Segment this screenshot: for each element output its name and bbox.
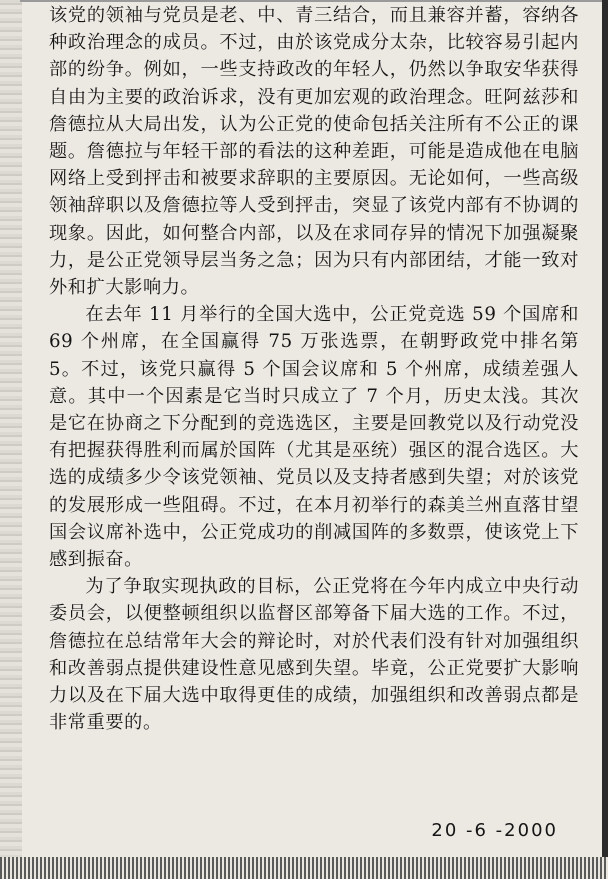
- bottom-rule: [0, 857, 608, 879]
- paragraph-2: 在去年 11 月举行的全国大选中，公正党竞选 59 个国席和 69 个州席，在全国赢得 75 万张选票，在朝野政党中排名第 5。不过，该党只赢得 5 个国会议席和 5 个州席，成绩差强人意。其中一个因素是它当时只成立了 7 个月，历史太浅。其次是它在协商之下分配到的竞选选区，主要是回教党以及行动党没有把握获得胜利而属於国阵（尤其是巫统）强区的混合选区。大选的成绩多少令该党领袖、党员以及支持者感到失望；对於该党的发展形成一些阻碍。不过，在本月初举行的森美兰州直落甘望国会议席补选中，公正党成功的削减国阵的多数票，使该党上下感到振奋。: [49, 304, 579, 571]
- adjacent-column-bleed: [0, 0, 22, 879]
- right-border: [602, 0, 608, 879]
- paragraph-1: 该党的领袖与党员是老、中、青三结合，而且兼容并蓄，容纳各种政治理念的成员。不过，由於该党成分太杂，比较容易引起内部的纷争。例如，一些支持政改的年轻人，仍然以争取安华获得自由为主要的政治诉求，没有更加宏观的政治理念。旺阿兹莎和詹德拉从大局出发，认为公正党的使命包括关注所有不公正的课题。詹德拉与年轻干部的看法的这种差距，可能是造成他在电脑网络上受到抨击和被要求辞职的主要原因。无论如何，一些高级领袖辞职以及詹德拉等人受到抨击，突显了该党内部有不协调的现象。因此，如何整合内部，以及在求同存异的情况下加强凝聚力，是公正党领导层当务之急；因为只有内部团结，才能一致对外和扩大影响力。: [49, 5, 579, 299]
- article-date: 20 -6 -2000: [431, 820, 558, 841]
- paragraph-3: 为了争取实现执政的目标，公正党将在今年内成立中央行动委员会，以便整顿组织以监督区部筹备下届大选的工作。不过，詹德拉在总结常年大会的辩论时，对於代表们没有针对加强组织和改善弱点提供建设性意见感到失望。毕竟，公正党要扩大影响力以及在下届大选中取得更佳的成绩，加强组织和改善弱点都是非常重要的。: [49, 576, 579, 734]
- article-body: [49, 2, 579, 736]
